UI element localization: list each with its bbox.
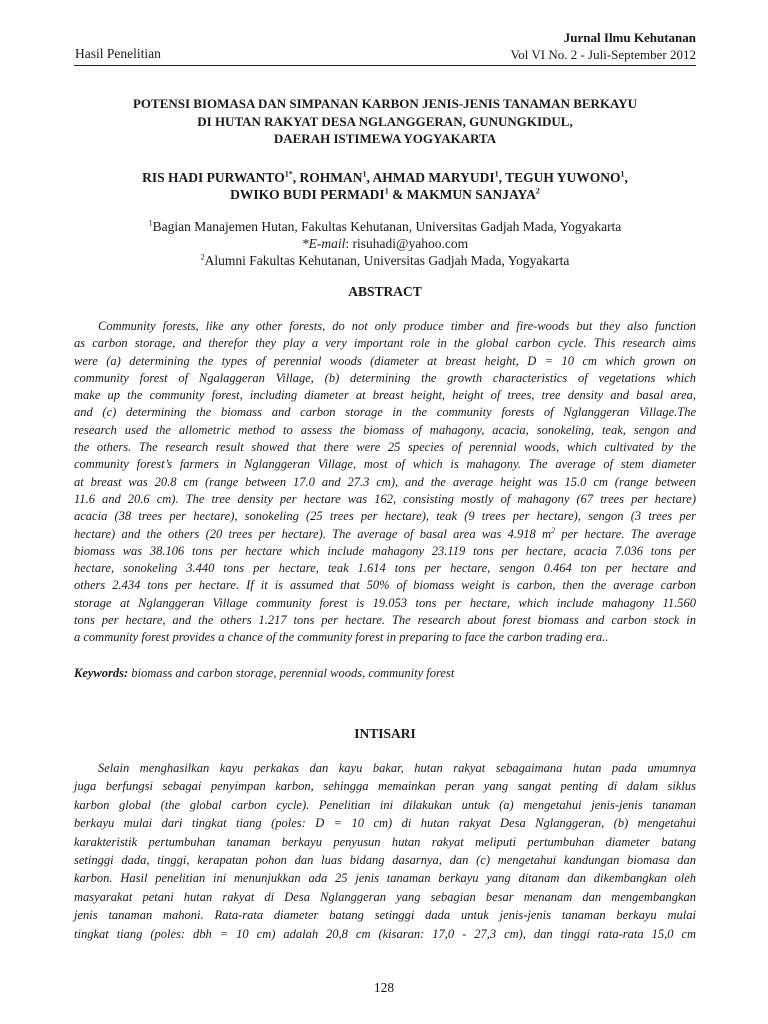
intisari-line: setinggi dada, tinggi, kerapatan pohon dan luas bidang dasarnya, dan (c) mengetahui kandungan biomasa dan (74, 853, 696, 868)
title-line: DAERAH ISTIMEWA YOGYAKARTA (273, 131, 497, 146)
keywords (74, 666, 696, 681)
abstract-line: a community forest provides a chance of the community forest in preparing to face the carbon trading era.. (74, 630, 609, 645)
intisari-line: tingkat tiang (poles: dbh = 10 cm) adalah 20,8 cm (kisaran: 17,0 - 27,3 cm), dan tinggi rata-rata 15,0 cm (74, 926, 696, 941)
affiliation-text: Bagian Manajemen Hutan, Fakultas Kehutanan, Universitas Gadjah Mada, Yogyakarta (152, 219, 622, 234)
author-name: RIS HADI PURWANTO (142, 170, 285, 185)
abstract-line: biomass was 38.106 tons per hectare which include mahagony 23.119 tons per hectare, acacia 7.036 tons per (74, 543, 696, 558)
abstract-heading: ABSTRACT (348, 284, 422, 299)
author-name: , AHMAD MARYUDI (366, 170, 495, 185)
superscript: 2 (551, 525, 556, 535)
author-affiliation-mark: 1 (620, 169, 625, 179)
author-name: & MAKMUN SANJAYA (388, 187, 536, 202)
abstract-body (74, 318, 696, 647)
author-name: DWIKO BUDI PERMADI (230, 187, 385, 202)
section-label: Hasil Penelitian (75, 46, 161, 61)
page-number: 128 (373, 980, 395, 995)
abstract-line: community forest of Ngalaggeran Village, (b) determining the growth characteristics of vegetations which (74, 370, 696, 385)
intisari-line: berkayu mulai dari tingkat tiang (poles: D = 10 cm) di hutan rakyat Desa Nglanggeran, (b) mengetahui (74, 816, 696, 831)
intisari-line: karakteristik pertumbuhan tanaman berkayu penyusun hutan rakyat meliputi pertumbuhan diameter batang (74, 834, 696, 849)
author-separator: , (624, 170, 628, 185)
abstract-line: make up the community forest, including diameter at breast height, height of trees, tree density and basal area, (74, 388, 696, 403)
affiliation-1 (74, 218, 696, 235)
author-line (74, 186, 696, 203)
author-name: , ROHMAN (292, 170, 363, 185)
abstract-line: the others. The research result showed that there were 25 species of perennial woods, which cultivated by the (74, 440, 696, 455)
abstract-line: hectare, sonokeling 3.440 tons per hectare, teak 1.614 tons per hectare, sengon 0.464 ton per hectare and (74, 561, 696, 576)
author-affiliation-mark: 1 (384, 186, 389, 196)
affiliations (74, 218, 696, 269)
abstract-line: Community forests, like any other forests, do not only produce timber and fire-woods but they also function (98, 319, 696, 333)
author-affiliation-mark: 1 (494, 169, 499, 179)
keywords-text: biomass and carbon storage, perennial woods, community forest (128, 666, 455, 680)
journal-info (511, 29, 696, 63)
intisari-line: juga berfungsi sebagai penyimpan karbon, sehingga memainkan peran yang sangat penting di dalam siklus (74, 779, 696, 794)
journal-name: Jurnal Ilmu Kehutanan (563, 30, 696, 45)
intisari-line: karbon. Hasil penelitian ini menunjukkan ada 25 jenis tanaman berkayu yang ditanam dan dikembangkan oleh (74, 871, 696, 886)
intisari-body (74, 759, 696, 943)
journal-volume: Vol VI No. 2 - Juli-September 2012 (510, 47, 696, 62)
abstract-line: and (c) determining the biomass and carbon storage in the community forests of Nglanggeran Village.The (74, 405, 696, 420)
abstract-line: as carbon storage, and therefor they play a very important role in the global carbon cycle. This research aims (74, 336, 696, 351)
header-rule (74, 65, 696, 66)
abstract-line (74, 526, 696, 543)
email-address: : risuhadi@yahoo.com (345, 236, 469, 251)
corresponding-email (74, 235, 696, 252)
affiliation-2 (74, 252, 696, 269)
abstract-line: at breast was 20.8 cm (range between 17.0 and 27.3 cm), and the average height was 15.0 cm (range between (74, 474, 696, 489)
keywords-label: Keywords: (74, 666, 129, 680)
abstract-line: community forest’s farmers in Nglanggeran Village, most of which is mahagony. The average of stem diameter (74, 457, 696, 472)
author-name: , TEGUH YUWONO (498, 170, 621, 185)
affiliation-mark: 2 (200, 252, 205, 262)
author-affiliation-mark: 1* (284, 169, 293, 179)
abstract-line: others 2.434 tons per hectare. If it is assumed that 50% of biomass weight is carbon, then the average carbon (74, 578, 696, 593)
abstract-line: research used the allometric method to assess the biomass of mahagony, acacia, sonokeling, teak, sengon and (74, 422, 696, 437)
paper-title (74, 95, 696, 148)
intisari-heading: INTISARI (354, 726, 416, 741)
author-affiliation-mark: 2 (535, 186, 540, 196)
abstract-line: acacia (38 trees per hectare), sonokeling (25 trees per hectare), teak (9 trees per hectare), sengon (3 trees per (74, 509, 696, 524)
affiliation-mark: 1 (148, 218, 153, 228)
abstract-line: storage at Nglanggeran Village community forest is 19.053 tons per hectare, which include mahagony 11.560 (74, 595, 696, 610)
intisari-line: karbon global (the global carbon cycle). Penelitian ini dilakukan untuk (a) mengetahui jenis-jenis tanaman (74, 797, 696, 812)
author-list (74, 169, 696, 203)
abstract-line: tons per hectare, and the others 1.217 tons per hectare. The research about forest biomass and carbon stock in (74, 613, 696, 628)
author-affiliation-mark: 1 (362, 169, 367, 179)
title-line: POTENSI BIOMASA DAN SIMPANAN KARBON JENIS-JENIS TANAMAN BERKAYU (132, 96, 638, 111)
email-label: *E-mail (301, 236, 346, 251)
abstract-line-text: hectare) and the others (20 trees per hectare). The average of basal area was 4.918 m (74, 526, 552, 541)
abstract-line: were (a) determining the types of perennial woods (diameter at breast height, D = 10 cm which grown on (74, 353, 696, 368)
intisari-line: masyarakat petani hutan rakyat di Desa Nglanggeran yang sebagian besar menanam dan mengembangkan (74, 889, 696, 904)
intisari-line: Selain menghasilkan kayu perkakas dan kayu bakar, hutan rakyat sebagaimana hutan pada umumnya (98, 761, 696, 775)
abstract-line: 11.6 and 20.6 cm). The tree density per hectare was 162, consisting mostly of mahagony (67 trees per hectare) (74, 491, 696, 506)
affiliation-text: Alumni Fakultas Kehutanan, Universitas Gadjah Mada, Yogyakarta (204, 253, 570, 268)
title-line: DI HUTAN RAKYAT DESA NGLANGGERAN, GUNUNGKIDUL, (197, 113, 573, 129)
intisari-line: jenis tanaman mahoni. Rata-rata diameter batang setinggi dada untuk jenis-jenis tanaman berkayu mulai (74, 908, 696, 923)
abstract-line-text: per hectare. The average (555, 526, 696, 541)
author-line (74, 169, 696, 186)
